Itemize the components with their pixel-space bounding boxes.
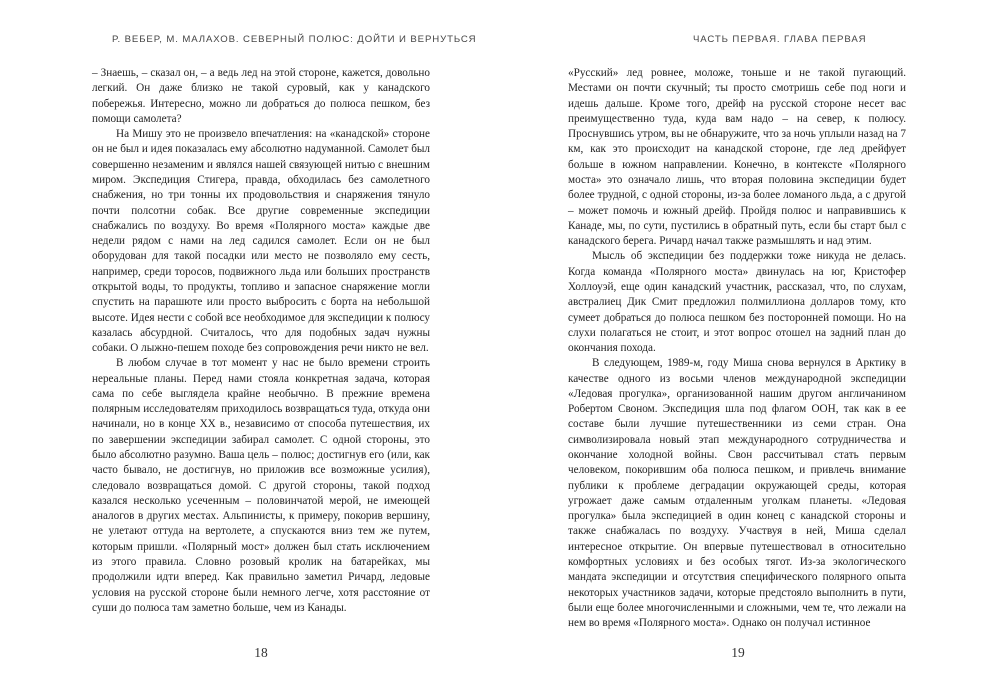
page-body-left — [92, 66, 430, 616]
paragraph: В следующем, 1989-м, году Миша снова вернулся в Арктику в качестве одного из восьми членов международной экспедиции «Ледовая прогулка», организованной нашим другом англичанином Робертом Своном. Экспедиция шла под флагом ООН, так как в ее составе были лучшие путешественники из семи стран. Она символизировала новый этап международного сотрудничества и окончание холодной войны. Свон рассчитывал стать первым человеком, покорившим оба полюса пешком, и привлечь внимание публики к проблеме деградации окружающей среды, которая угрожает даже самым отдаленным уголкам планеты. «Ледовая прогулка» была экспедицией в один конец с канадской стороны и также снабжалась по воздуху. Участвуя в ней, Миша сделал интересное открытие. Он впервые путешествовал в относительно комфортных условиях и без особых тягот. Из-за экологического мандата экспедиции и отсутствия специфического полярного опыта некоторых участников задачи, которые предстояло выполнить в пути, были еще более многочисленными и сложными, чем те, что лежали на нем во время «Полярного моста». Однако он получал истинное — [568, 357, 906, 630]
paragraph: «Русский» лед ровнее, моложе, тоньше и не такой пугающий. Местами он почти скучный; ты просто смотришь себе под ноги и идешь дальше. Кроме того, дрейф на русской стороне несет вас преимущественно туда, куда вам надо – на север, к полюсу. Проснувшись утром, вы не обнаружите, что за ночь уплыли назад на 7 км, как это происходит на канадской стороне, где лед дрейфует больше в южном направлении. Конечно, в контексте «Полярного моста» это означало лишь, что вторая половина экспедиции будет более трудной, с одной стороны, из-за более ломаного льда, а с другой – может помочь и южный дрейф. Пройдя полюс и направившись к Канаде, мы, по сути, пустились в обратный путь, если бы старт был с канадского берега. Ричард начал также размышлять и над этим. — [568, 67, 906, 248]
running-header-right: ЧАСТЬ ПЕРВАЯ. ГЛАВА ПЕРВАЯ — [693, 34, 867, 45]
paragraph: – Знаешь, – сказал он, – а ведь лед на этой стороне, кажется, довольно легкий. Он даже близко не такой суровый, как у канадского побережья. Интересно, можно ли добраться до полюса пешком, без помощи самолета? — [92, 67, 430, 125]
running-header-left: Р. ВЕБЕР, М. МАЛАХОВ. СЕВЕРНЫЙ ПОЛЮС: ДОЙТИ И ВЕРНУТЬСЯ — [112, 34, 477, 45]
page-body-right — [568, 66, 906, 631]
paragraph: Мысль об экспедиции без поддержки тоже никуда не делась. Когда команда «Полярного моста» двинулась на юг, Кристофер Холлоуэй, еще один канадский участник, рассказал, что, по слухам, австралиец Дик Смит предложил полмиллиона долларов тому, кто сумеет добраться до полюса пешком без посторонней помощи. Но на слухи полагаться не стоит, и этот вопрос отошел на задний план до окончания похода. — [568, 250, 906, 355]
page-number-left: 18 — [254, 645, 268, 660]
right-page — [500, 0, 1000, 697]
paragraph: На Мишу это не произвело впечатления: на «канадской» стороне он не был и идея показалась ему абсолютно надуманной. Самолет был совершенно незаменим и являлся нашей связующей нитью с внешним миром. Экспедиция Стигера, правда, обходилась без самолетного снабжения, но три тонны их продовольствия и снаряжения тянуло почти полсотни собак. Все другие современные экспедиции снабжались по воздуху. Во время «Полярного моста» каждые две недели рядом с нами на лед садился самолет. Если он не был оборудован для такой посадки или место не позволяло ему сесть, например, среди торосов, подвижного льда или больших пространств открытой воды, то продукты, топливо и запасное снаряжение могли спустить на парашюте или просто выбросить с борта на небольшой высоте. Идея нести с собой все необходимое для экспедиции к полюсу казалась абсурдной. Считалось, что для подобных задач нужны собаки. О лыжно-пешем походе без сопровождения речи никто не вел. — [92, 128, 430, 355]
page-number-right: 19 — [731, 645, 745, 660]
paragraph: В любом случае в тот момент у нас не было времени строить нереальные планы. Перед нами стояла конкретная задача, которая сама по себе выглядела крайне необычно. В прежние времена полярным исследователям приходилось возвращаться туда, откуда они начинали, но в конце XX в., независимо от способа путешествия, их по завершении экспедиции забирал самолет. С одной стороны, это было абсолютно разумно. Ваша цель – полюс; достигнув его (или, как часто бывало, не достигнув, но приложив все возможные усилия), следовало возвращаться домой. С другой стороны, такой подход казался несколько усеченным – половинчатой мерой, не имеющей аналогов в других местах. Альпинисты, к примеру, покорив вершину, не улетают оттуда на вертолете, а спускаются вниз тем же путем, которым пришли. «Полярный мост» должен был стать исключением из этого правила. Словно розовый кролик на батарейках, мы продолжили идти вперед. Как правильно заметил Ричард, ледовые условия на русской стороне были немного легче, хотя расстояние от суши до полюса там заметно больше, чем из Канады. — [92, 357, 430, 614]
